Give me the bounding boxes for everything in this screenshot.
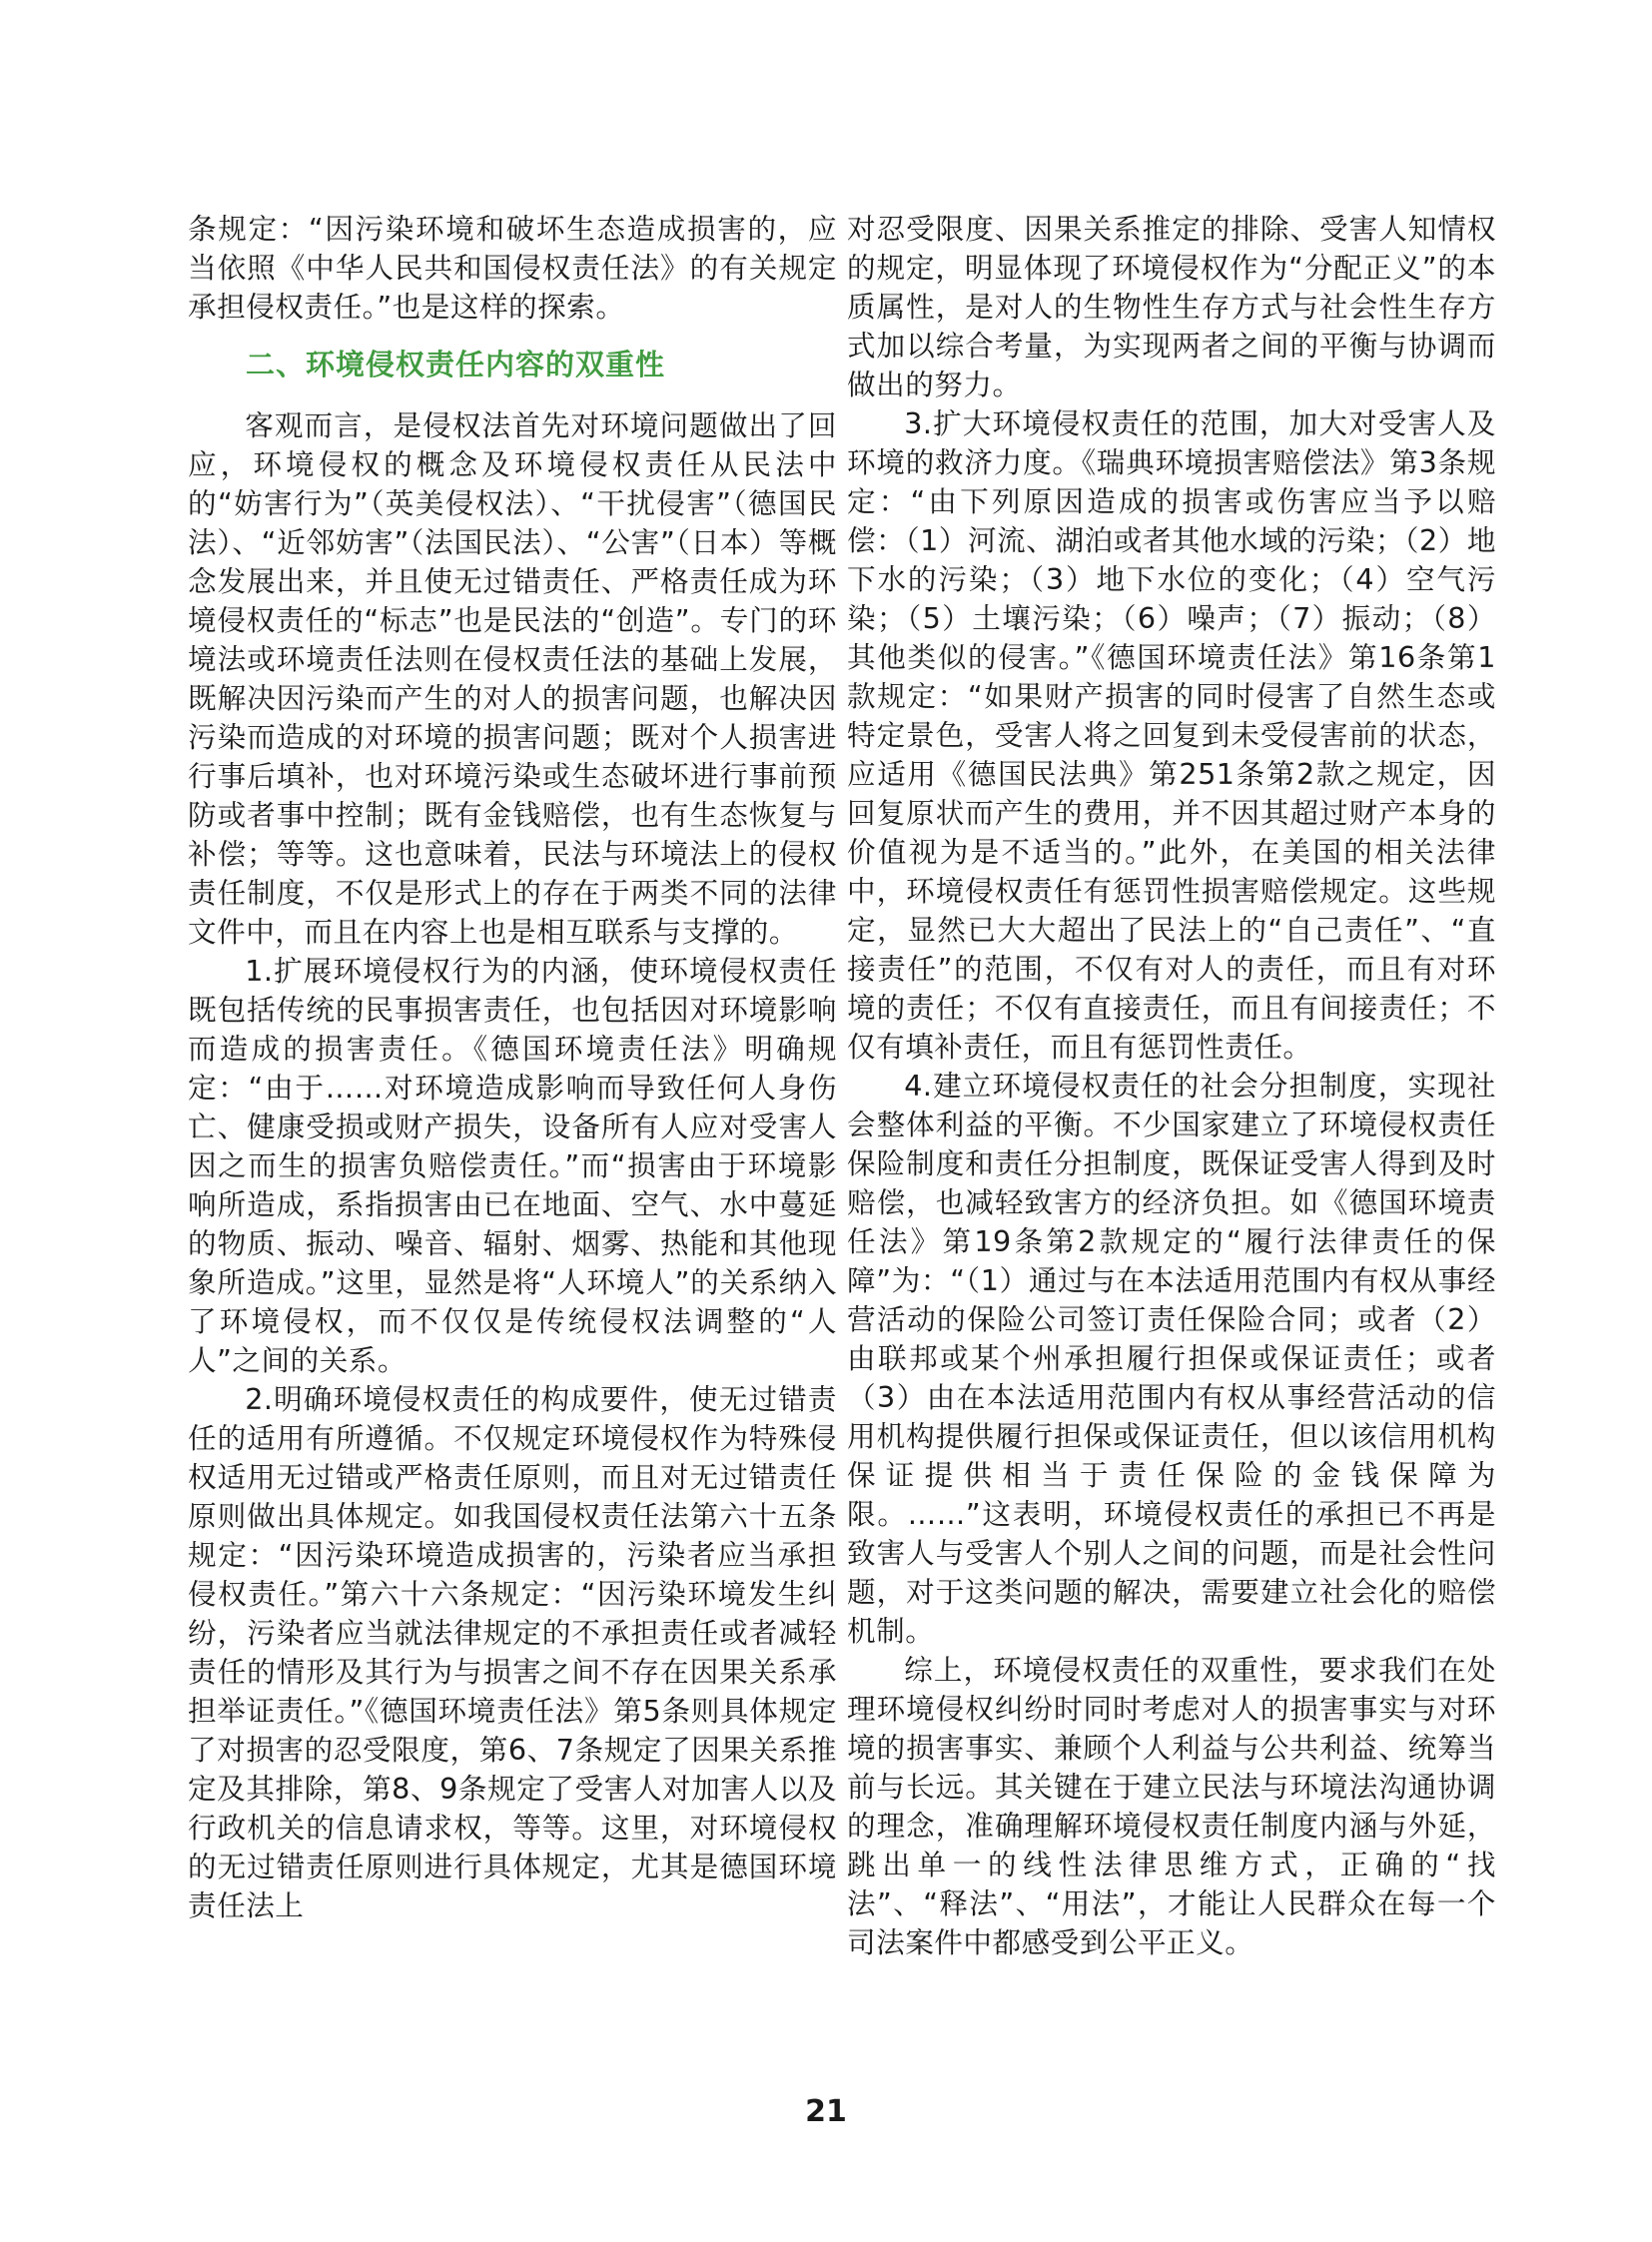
continuation-paragraph: 对忍受限度、因果关系推定的排除、受害人知情权的规定，明显体现了环境侵权作为“分配正义”的本质属性，是对人的生物性生存方式与社会性生存方式加以综合考量，为实现两者之间的平衡与协调而做出的努力。 [847,212,1496,401]
body-paragraph: 3.扩大环境侵权责任的范围，加大对受害人及环境的救济力度。《瑞典环境损害赔偿法》第3条规定：“由下列原因造成的损害或伤害应当予以赔偿：（1）河流、湖泊或者其他水域的污染；（2）地下水的污染；（3）地下水位的变化；（4）空气污染；（5）土壤污染；（6）噪声；（7）振动；（8）其他类似的侵害。”《德国环境责任法》第16条第1款规定：“如果财产损害的同时侵害了自然生态或特定景色，受害人将之回复到未受侵害前的状态，应适用《德国民法典》第251条第2款之规定，因回复原状而产生的费用，并不因其超过财产本身的价值视为是不适当的。”此外，在美国的相关法律中，环境侵权责任有惩罚性损害赔偿规定。这些规定，显然已大大超出了民法上的“自己责任”、“直接责任”的范围，不仅有对人的责任，而且有对环境的责任；不仅有直接责任，而且有间接责任；不仅有填补责任，而且有惩罚性责任。 [847,406,1496,1064]
body-paragraph: 2.明确环境侵权责任的构成要件，使无过错责任的适用有所遵循。不仅规定环境侵权作为特殊侵权适用无过错或严格责任原则，而且对无过错责任原则做出具体规定。如我国侵权责任法第六十五条规定：“因污染环境造成损害的，污染者应当承担侵权责任。”第六十六条规定：“因污染环境发生纠纷，污染者应当就法律规定的不承担责任或者减轻责任的情形及其行为与损害之间不存在因果关系承担举证责任。”《德国环境责任法》第5条则具体规定了对损害的忍受限度，第6、7条规定了因果关系推定及其排除，第8、9条规定了受害人对加害人以及行政机关的信息请求权，等等。这里，对环境侵权的无过错责任原则进行具体规定，尤其是德国环境责任法上 [188,1382,837,1922]
intro-paragraph: 条规定：“因污染环境和破坏生态造成损害的，应当依照《中华人民共和国侵权责任法》的有关规定承担侵权责任。”也是这样的探索。 [188,212,837,324]
right-column [847,210,1496,1962]
page-number: 21 [805,2094,847,2129]
body-paragraph: 4.建立环境侵权责任的社会分担制度，实现社会整体利益的平衡。不少国家建立了环境侵权责任保险制度和责任分担制度，既保证受害人得到及时赔偿，也减轻致害方的经济负担。如《德国环境责任法》第19条第2款规定的“履行法律责任的保障”为：“（1）通过与在本法适用范围内有权从事经营活动的保险公司签订责任保险合同；或者（2）由联邦或某个州承担履行担保或保证责任；或者（3）由在本法适用范围内有权从事经营活动的信用机构提供履行担保或保证责任，但以该信用机构保证提供相当于责任保险的金钱保障为限。……”这表明，环境侵权责任的承担已不再是致害人与受害人个别人之间的问题，而是社会性问题，对于这类问题的解决，需要建立社会化的赔偿机制。 [847,1069,1496,1648]
body-paragraph: 客观而言，是侵权法首先对环境问题做出了回应，环境侵权的概念及环境侵权责任从民法中的“妨害行为”（英美侵权法）、“干扰侵害”（德国民法）、“近邻妨害”（法国民法）、“公害”（日本）等概念发展出来，并且使无过错责任、严格责任成为环境侵权责任的“标志”也是民法的“创造”。专门的环境法或环境责任法则在侵权责任法的基础上发展，既解决因污染而产生的对人的损害问题，也解决因污染而造成的对环境的损害问题；既对个人损害进行事后填补，也对环境污染或生态破坏进行事前预防或者事中控制；既有金钱赔偿，也有生态恢复与补偿；等等。这也意味着，民法与环境法上的侵权责任制度，不仅是形式上的存在于两类不同的法律文件中，而且在内容上也是相互联系与支撑的。 [188,408,837,949]
left-column [188,210,837,1925]
section-heading: 二、环境侵权责任内容的双重性 [246,348,666,381]
body-paragraph: 综上，环境侵权责任的双重性，要求我们在处理环境侵权纠纷时同时考虑对人的损害事实与对环境的损害事实、兼顾个人利益与公共利益、统筹当前与长远。其关键在于建立民法与环境法沟通协调的理念，准确理解环境侵权责任制度内涵与外延，跳出单一的线性法律思维方式，正确的“找法”、“释法”、“用法”，才能让人民群众在每一个司法案件中都感受到公平正义。 [847,1653,1496,1959]
body-paragraph: 1.扩展环境侵权行为的内涵，使环境侵权责任既包括传统的民事损害责任，也包括因对环境影响而造成的损害责任。《德国环境责任法》明确规定：“由于……对环境造成影响而导致任何人身伤亡、健康受损或财产损失，设备所有人应对受害人因之而生的损害负赔偿责任。”而“损害由于环境影响所造成，系指损害由已在地面、空气、水中蔓延的物质、振动、噪音、辐射、烟雾、热能和其他现象所造成。”这里，显然是将“人环境人”的关系纳入了环境侵权，而不仅仅是传统侵权法调整的“人人”之间的关系。 [188,954,837,1377]
